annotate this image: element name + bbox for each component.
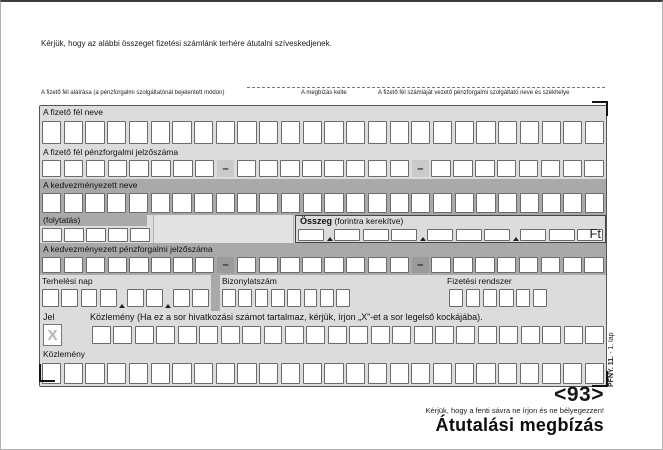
char-box[interactable] bbox=[585, 326, 604, 344]
char-box[interactable] bbox=[390, 193, 409, 213]
form-id-page: - 1. lap bbox=[608, 332, 615, 356]
voucher-number-header: Bizonylatszám bbox=[222, 276, 277, 286]
char-box[interactable] bbox=[129, 160, 148, 177]
debit-day-section bbox=[40, 275, 211, 311]
char-box[interactable] bbox=[346, 160, 365, 177]
char-box[interactable] bbox=[195, 257, 214, 273]
flag-x-box[interactable]: X bbox=[43, 324, 62, 346]
beneficiary-account-header: A kedvezményezett pénzforgalmi jelzőszáma bbox=[40, 243, 606, 255]
char-box[interactable] bbox=[259, 121, 278, 144]
char-box[interactable] bbox=[541, 160, 560, 177]
char-box[interactable] bbox=[466, 289, 480, 307]
char-box[interactable] bbox=[368, 363, 387, 384]
char-box[interactable] bbox=[107, 363, 126, 384]
char-box[interactable] bbox=[129, 193, 148, 213]
char-box[interactable] bbox=[391, 229, 417, 241]
char-box[interactable] bbox=[135, 326, 154, 344]
payment-system-cells bbox=[447, 287, 549, 309]
char-box[interactable] bbox=[237, 363, 256, 384]
char-box[interactable] bbox=[151, 363, 170, 384]
char-box[interactable] bbox=[455, 363, 474, 384]
char-box[interactable] bbox=[455, 193, 474, 213]
char-box[interactable] bbox=[259, 257, 278, 273]
char-box[interactable] bbox=[64, 193, 83, 213]
char-box[interactable] bbox=[346, 257, 365, 273]
remittance-note: Közlemény (Ha ez a sor hivatkozási számot tartalmaz, kérjük, írjon „X”-et a sor legelső kockájába). bbox=[90, 312, 483, 322]
transfer-form-grid bbox=[39, 105, 607, 387]
char-box[interactable] bbox=[86, 160, 105, 177]
corner-mark-top-right bbox=[592, 101, 608, 116]
char-box[interactable] bbox=[302, 257, 321, 273]
beneficiary-account-cells bbox=[40, 255, 606, 275]
remittance-row2-header: Közlemény bbox=[40, 348, 606, 360]
char-box[interactable] bbox=[108, 257, 127, 273]
char-box[interactable] bbox=[61, 289, 78, 307]
char-box[interactable] bbox=[271, 289, 285, 307]
group-separator-mark bbox=[513, 229, 518, 241]
char-box[interactable] bbox=[129, 257, 148, 273]
char-box[interactable] bbox=[563, 257, 582, 273]
char-box[interactable] bbox=[173, 257, 192, 273]
char-box[interactable] bbox=[64, 363, 83, 384]
currency-label: Ft bbox=[589, 226, 601, 241]
char-box[interactable] bbox=[563, 363, 582, 384]
char-box[interactable] bbox=[86, 257, 105, 273]
payer-bank-label: A fizető fél számláját vezető pénzforgalmi szolgáltató neve és székhelye bbox=[378, 90, 570, 96]
blank-panel bbox=[153, 215, 294, 243]
ocr-code: <93> bbox=[554, 383, 604, 406]
char-box[interactable] bbox=[368, 257, 387, 273]
char-box[interactable] bbox=[324, 193, 343, 213]
char-box[interactable] bbox=[427, 229, 453, 241]
char-box[interactable] bbox=[146, 289, 163, 307]
remittance-row1-cells bbox=[90, 324, 606, 346]
char-box[interactable] bbox=[85, 193, 104, 213]
char-box[interactable] bbox=[303, 363, 322, 384]
char-box[interactable] bbox=[85, 363, 104, 384]
char-box[interactable] bbox=[129, 121, 148, 144]
char-box[interactable] bbox=[346, 193, 365, 213]
char-box[interactable] bbox=[237, 257, 256, 273]
amount-label-rest: (forintra kerekítve) bbox=[332, 216, 404, 226]
char-box[interactable] bbox=[498, 193, 517, 213]
char-box[interactable] bbox=[85, 121, 104, 144]
char-box[interactable] bbox=[519, 160, 538, 177]
char-box[interactable] bbox=[156, 326, 175, 344]
form-id-number: PFNY. 11. bbox=[608, 355, 615, 387]
char-box[interactable] bbox=[303, 121, 322, 144]
char-box[interactable] bbox=[433, 363, 452, 384]
payment-system-header: Fizetési rendszer bbox=[447, 276, 512, 286]
beneficiary-name-header: A kedvezményezett neve bbox=[40, 179, 606, 191]
amount-label bbox=[296, 216, 605, 227]
section-divider bbox=[211, 275, 220, 311]
char-box[interactable] bbox=[151, 257, 170, 273]
char-box[interactable] bbox=[476, 121, 495, 144]
char-box[interactable] bbox=[475, 257, 494, 273]
char-box[interactable] bbox=[324, 363, 343, 384]
char-box[interactable] bbox=[298, 229, 324, 241]
form-title: Átutalási megbízás bbox=[435, 415, 604, 435]
char-box[interactable] bbox=[483, 289, 497, 307]
char-box[interactable] bbox=[542, 326, 561, 344]
char-box[interactable] bbox=[433, 121, 452, 144]
char-box[interactable] bbox=[195, 160, 214, 177]
char-box[interactable] bbox=[498, 363, 517, 384]
char-box[interactable] bbox=[108, 160, 127, 177]
group-separator-mark bbox=[119, 289, 124, 308]
char-box[interactable] bbox=[499, 289, 513, 307]
char-box[interactable] bbox=[533, 289, 547, 307]
char-box[interactable] bbox=[476, 363, 495, 384]
dashed-separator-line bbox=[247, 87, 605, 88]
char-box[interactable] bbox=[285, 326, 304, 344]
char-box[interactable] bbox=[222, 289, 236, 307]
payer-account-cells bbox=[40, 158, 606, 179]
char-box[interactable] bbox=[346, 121, 365, 144]
char-box[interactable] bbox=[86, 228, 106, 242]
char-box[interactable] bbox=[520, 229, 546, 241]
amount-label-bold: Összeg bbox=[300, 216, 333, 226]
char-box[interactable] bbox=[259, 363, 278, 384]
char-box[interactable] bbox=[455, 121, 474, 144]
remittance-row2-cells bbox=[40, 360, 606, 386]
char-box[interactable] bbox=[113, 326, 132, 344]
char-box[interactable] bbox=[221, 326, 240, 344]
char-box[interactable] bbox=[64, 121, 83, 144]
char-box[interactable] bbox=[216, 193, 235, 213]
debit-day-header: Terhelési nap bbox=[42, 276, 93, 286]
char-box[interactable] bbox=[194, 121, 213, 144]
char-box[interactable] bbox=[281, 193, 300, 213]
char-box[interactable] bbox=[390, 121, 409, 144]
char-box[interactable] bbox=[390, 257, 409, 273]
char-box[interactable] bbox=[194, 193, 213, 213]
char-box[interactable] bbox=[324, 160, 343, 177]
dash-separator-cell: – bbox=[412, 257, 429, 273]
flag-remittance-row bbox=[40, 311, 606, 348]
continuation-amount-row bbox=[40, 215, 606, 243]
char-box[interactable] bbox=[453, 160, 472, 177]
char-box[interactable] bbox=[563, 193, 582, 213]
char-box[interactable] bbox=[192, 289, 209, 307]
dash-separator-cell: – bbox=[217, 160, 234, 177]
char-box[interactable] bbox=[563, 160, 582, 177]
char-box[interactable] bbox=[411, 121, 430, 144]
char-box[interactable] bbox=[107, 121, 126, 144]
char-box[interactable] bbox=[433, 193, 452, 213]
char-box[interactable] bbox=[151, 160, 170, 177]
beneficiary-name-cells bbox=[40, 191, 606, 215]
char-box[interactable] bbox=[173, 289, 190, 307]
char-box[interactable] bbox=[497, 160, 516, 177]
char-box[interactable] bbox=[564, 326, 583, 344]
continuation-header: (folytatás) bbox=[40, 215, 147, 226]
payment-system-section bbox=[445, 275, 606, 311]
payer-signature-label: A fizető fél aláírása (a pénzforgalmi szolgáltatónál bejelentett módon) bbox=[41, 90, 225, 96]
char-box[interactable] bbox=[237, 121, 256, 144]
stamp-warning-text: Kérjük, hogy a fenti sávra ne írjon és ne bélyegezzen! bbox=[425, 406, 604, 415]
char-box[interactable] bbox=[363, 229, 389, 241]
char-box[interactable] bbox=[431, 160, 450, 177]
char-box[interactable] bbox=[411, 363, 430, 384]
char-box[interactable] bbox=[456, 326, 475, 344]
char-box[interactable] bbox=[336, 289, 350, 307]
char-box[interactable] bbox=[449, 289, 463, 307]
char-box[interactable] bbox=[178, 326, 197, 344]
char-box[interactable] bbox=[324, 257, 343, 273]
char-box[interactable] bbox=[100, 289, 117, 307]
char-box[interactable] bbox=[484, 229, 510, 241]
char-box[interactable] bbox=[542, 363, 561, 384]
char-box[interactable] bbox=[411, 193, 430, 213]
char-box[interactable] bbox=[497, 257, 516, 273]
char-box[interactable] bbox=[368, 193, 387, 213]
char-box[interactable] bbox=[431, 257, 450, 273]
char-box[interactable] bbox=[42, 228, 62, 242]
char-box[interactable] bbox=[64, 257, 83, 273]
char-box[interactable] bbox=[498, 121, 517, 144]
char-box[interactable] bbox=[392, 326, 411, 344]
char-box[interactable] bbox=[151, 121, 170, 144]
char-box[interactable] bbox=[346, 363, 365, 384]
char-box[interactable] bbox=[368, 121, 387, 144]
char-box[interactable] bbox=[306, 326, 325, 344]
continuation-cells bbox=[40, 226, 152, 243]
char-box[interactable] bbox=[519, 257, 538, 273]
char-box[interactable] bbox=[304, 289, 318, 307]
char-box[interactable] bbox=[549, 229, 575, 241]
group-separator-mark bbox=[165, 289, 170, 308]
char-box[interactable] bbox=[435, 326, 454, 344]
char-box[interactable] bbox=[303, 193, 322, 213]
dash-separator-cell: – bbox=[412, 160, 429, 177]
char-box[interactable] bbox=[302, 160, 321, 177]
char-box[interactable] bbox=[127, 289, 144, 307]
char-box[interactable] bbox=[280, 257, 299, 273]
char-box[interactable] bbox=[334, 229, 360, 241]
char-box[interactable] bbox=[130, 228, 150, 242]
char-box[interactable] bbox=[172, 363, 191, 384]
char-box[interactable] bbox=[456, 229, 482, 241]
char-box[interactable] bbox=[520, 193, 539, 213]
debit-voucher-system-row bbox=[40, 275, 606, 311]
dash-separator-cell: – bbox=[217, 257, 234, 273]
char-box[interactable] bbox=[216, 363, 235, 384]
char-box[interactable] bbox=[585, 121, 604, 144]
char-box[interactable] bbox=[92, 326, 111, 344]
char-box[interactable] bbox=[64, 160, 83, 177]
char-box[interactable] bbox=[499, 326, 518, 344]
char-box[interactable] bbox=[476, 193, 495, 213]
char-box[interactable] bbox=[390, 160, 409, 177]
amount-section bbox=[295, 215, 606, 243]
char-box[interactable] bbox=[390, 363, 409, 384]
char-box[interactable] bbox=[172, 121, 191, 144]
char-box[interactable] bbox=[173, 160, 192, 177]
group-separator-mark bbox=[420, 229, 425, 241]
char-box[interactable] bbox=[585, 193, 604, 213]
char-box[interactable] bbox=[42, 121, 61, 144]
char-box[interactable] bbox=[584, 160, 603, 177]
char-box[interactable] bbox=[280, 160, 299, 177]
char-box[interactable] bbox=[42, 193, 61, 213]
char-box[interactable] bbox=[371, 326, 390, 344]
char-box[interactable] bbox=[194, 363, 213, 384]
char-box[interactable] bbox=[281, 121, 300, 144]
voucher-number-section bbox=[220, 275, 445, 311]
char-box[interactable] bbox=[237, 193, 256, 213]
char-box[interactable] bbox=[238, 289, 252, 307]
intro-text: Kérjük, hogy az alábbi összeget fizetési számlánk terhére átutalni szíveskedjenek. bbox=[41, 39, 332, 48]
char-box[interactable] bbox=[520, 363, 539, 384]
debit-day-cells bbox=[40, 287, 211, 309]
char-box[interactable] bbox=[584, 257, 603, 273]
char-box[interactable] bbox=[108, 228, 128, 242]
char-box[interactable] bbox=[242, 326, 261, 344]
char-box[interactable] bbox=[264, 326, 283, 344]
char-box[interactable] bbox=[542, 193, 561, 213]
char-box[interactable] bbox=[475, 160, 494, 177]
char-box[interactable] bbox=[328, 326, 347, 344]
char-box[interactable] bbox=[64, 228, 84, 242]
form-id-vertical-text bbox=[606, 297, 618, 387]
char-box[interactable] bbox=[478, 326, 497, 344]
char-box[interactable] bbox=[216, 121, 235, 144]
group-separator-mark bbox=[327, 229, 332, 241]
char-box[interactable] bbox=[349, 326, 368, 344]
char-box[interactable] bbox=[151, 193, 170, 213]
char-box[interactable] bbox=[81, 289, 98, 307]
corner-mark-bottom-left bbox=[39, 364, 55, 382]
char-box[interactable] bbox=[172, 193, 191, 213]
voucher-number-cells bbox=[220, 287, 352, 309]
char-box[interactable] bbox=[287, 289, 301, 307]
char-box[interactable] bbox=[563, 121, 582, 144]
char-box[interactable] bbox=[368, 160, 387, 177]
payer-account-header: A fizető fél pénzforgalmi jelzőszáma bbox=[40, 146, 606, 158]
payer-name-header: A fizető fél neve bbox=[40, 106, 606, 118]
char-box[interactable] bbox=[259, 160, 278, 177]
char-box[interactable] bbox=[255, 289, 269, 307]
char-box[interactable] bbox=[521, 326, 540, 344]
order-date-label: A megbízás kelte bbox=[301, 90, 347, 96]
char-box[interactable] bbox=[42, 160, 61, 177]
char-box[interactable] bbox=[259, 193, 278, 213]
char-box[interactable] bbox=[414, 326, 433, 344]
char-box[interactable] bbox=[42, 289, 59, 307]
flag-header: Jel bbox=[43, 312, 55, 322]
amount-cells bbox=[296, 227, 605, 242]
char-box[interactable] bbox=[541, 257, 560, 273]
char-box[interactable] bbox=[520, 121, 539, 144]
char-box[interactable] bbox=[320, 289, 334, 307]
char-box[interactable] bbox=[42, 257, 61, 273]
char-box[interactable] bbox=[516, 289, 530, 307]
payer-name-cells bbox=[40, 118, 606, 146]
char-box[interactable] bbox=[107, 193, 126, 213]
char-box[interactable] bbox=[237, 160, 256, 177]
char-box[interactable] bbox=[542, 121, 561, 144]
char-box[interactable] bbox=[129, 363, 148, 384]
char-box[interactable] bbox=[324, 121, 343, 144]
char-box[interactable] bbox=[453, 257, 472, 273]
char-box[interactable] bbox=[199, 326, 218, 344]
char-box[interactable] bbox=[281, 363, 300, 384]
